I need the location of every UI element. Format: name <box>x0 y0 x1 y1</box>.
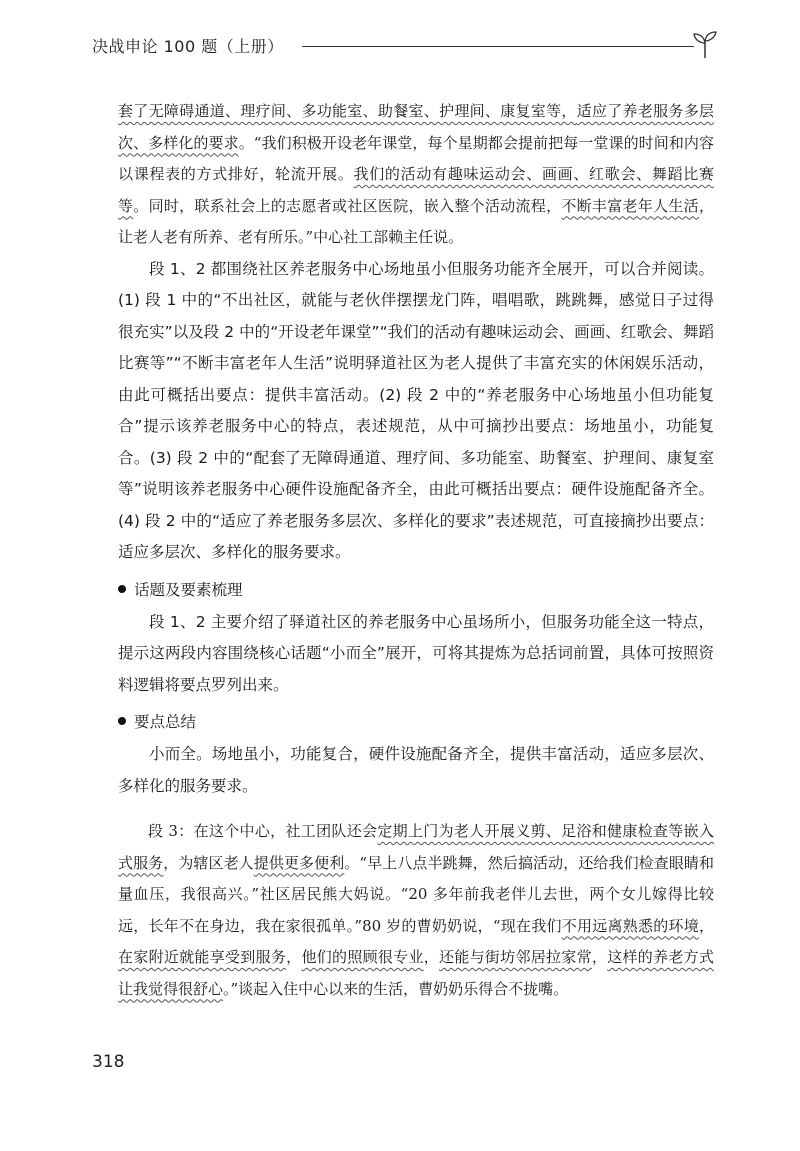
section-heading-topics <box>118 575 714 605</box>
source-paragraph-2 <box>118 96 714 254</box>
underlined-phrase: 提供更多便利 <box>253 853 345 872</box>
underlined-phrase: 套了无障碍通道、理疗间、多功能室、助餐室、护理间、康复室等， <box>118 102 577 120</box>
book-title: 决战申论 100 题（上册） <box>92 37 284 56</box>
topics-paragraph: 段 1、2 主要介绍了驿道社区的养老服务中心虽场所小，但服务功能全这一特点，提示这两段内容围绕核心话题“小而全”展开，可将其提炼为总括词前置，具体可按照资料逻辑将要点罗列出来。 <box>118 612 714 694</box>
underlined-phrase: 还能与街坊邻居拉家常 <box>439 948 592 966</box>
underlined-phrase: 这样的养老方式让我觉得很舒心 <box>118 948 714 998</box>
text-run: ， <box>698 916 714 935</box>
header-rule <box>302 46 694 47</box>
analysis-paragraph: 段 1、2 都围绕社区养老服务中心场地虽小但服务功能齐全展开，可以合并阅读。(1) 段 1 中的“不出社区，就能与老伙伴摆摆龙门阵，唱唱歌，跳跳舞，感觉日子过得很充实”以及段 2 中的“开设老年课堂”“我们的活动有趣味运动会、画画、红歌会、舞蹈比赛等”“不断丰富老年人生活”说明驿道社区为老人提供了丰富充实的休闲娱乐活动，由此可概括出要点：提供丰富活动。(2) 段 2 中的“养老服务中心场地虽小但功能复合”提示该养老服务中心的特点，表述规范，从中可摘抄出要点：场地虽小，功能复合。(3) 段 2 中的“配套了无障碍通道、理疗间、多功能室、助餐室、护理间、康复室等”说明该养老服务中心硬件设施配备齐全，由此可概括出要点：硬件设施配备齐全。(4) 段 2 中的“适应了养老服务多层次、多样化的要求”表述规范，可直接摘抄出要点：适应多层次、多样化的服务要求。 <box>118 259 714 561</box>
text-run: ，为辖区老人 <box>163 853 254 872</box>
text-run: 。“早上八点半跳舞，然后搞活动，还给我们检查眼睛和量血压，我很高兴。”社区居民熊大妈说。“20 多年前我老伴儿去世，两个女儿嫁得比较远，长年不在身边，我在家很孤单。”80 岁的曹奶奶说，“现在我们 <box>118 853 714 935</box>
underlined-phrase: 不断丰富老年人生活 <box>561 196 699 215</box>
underlined-phrase: 不用远离熟悉的环境 <box>561 916 699 935</box>
underlined-phrase: 在家附近就能享受到服务 <box>118 948 287 966</box>
text-run: 。”谈起入住中心以来的生活，曹奶奶乐得合不拢嘴。 <box>223 979 569 998</box>
page-body <box>118 96 714 1005</box>
underlined-phrase: 定期上门为老人开展义剪、足浴和健康检查等嵌入式服务 <box>118 822 714 872</box>
text-run: 段 3：在这个中心，社工团队还会 <box>148 822 378 840</box>
bullet-icon <box>118 585 126 593</box>
sprout-icon <box>690 30 720 60</box>
text-run: 。同时，联系社会上的志愿者或社区医院，嵌入整个活动流程， <box>133 196 562 215</box>
text-run: 。“我们积极开设老年课堂，每个星期都会提前把每一堂课的时间和内容以课程表的方式排好，轮流开展。 <box>118 133 714 183</box>
summary-paragraph: 小而全。场地虽小，功能复合，硬件设施配备齐全，提供丰富活动，适应多层次、多样化的服务要求。 <box>118 745 714 795</box>
bullet-icon <box>118 717 126 725</box>
underlined-phrase: 他们的照顾很专业 <box>301 948 424 966</box>
section-heading-summary <box>118 707 714 737</box>
section-heading-label: 要点总结 <box>134 713 197 731</box>
text-run: ，让老人老有所养、老有所乐。”中心社工部赖主任说。 <box>118 196 714 246</box>
text-run: ， <box>591 948 608 966</box>
text-run: ， <box>286 948 302 966</box>
page-number: 318 <box>92 1052 125 1072</box>
section-heading-label: 话题及要素梳理 <box>134 580 243 599</box>
underlined-phrase: 我们的活动有趣味运动会、画画、红歌会、舞蹈比赛等 <box>118 165 714 215</box>
running-header <box>92 26 722 62</box>
text-run: ， <box>423 948 440 966</box>
source-paragraph-3 <box>118 816 714 1005</box>
underlined-phrase: 适应了养老服务多层次、多样化的要求 <box>118 102 714 152</box>
